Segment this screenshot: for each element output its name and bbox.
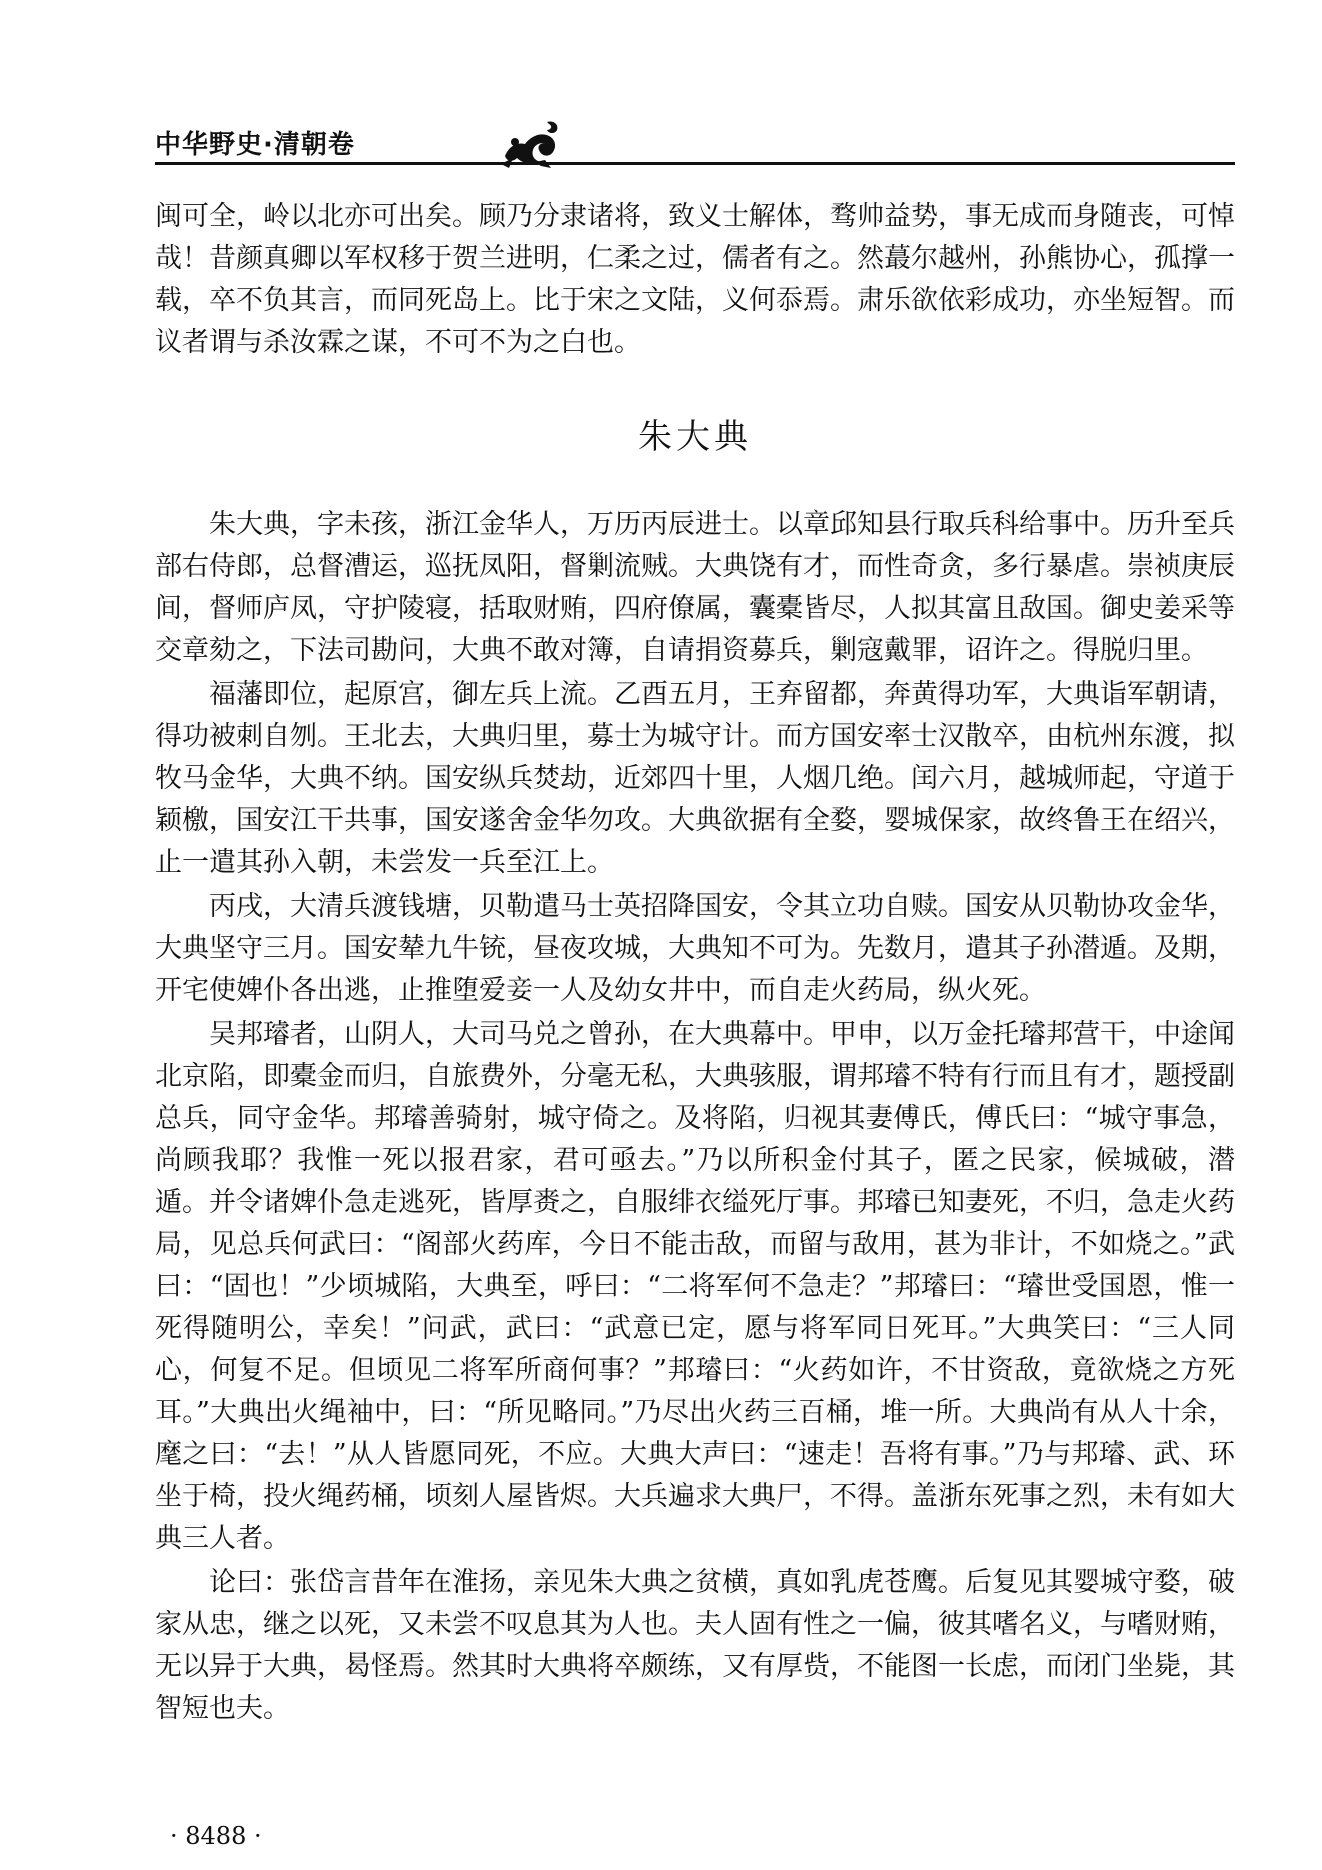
- intro-paragraph: 闽可全，岭以北亦可出矣。顾乃分隶诸将，致义士解体，骛帅益势，事无成而身随丧，可悼哉！昔颜真卿以军权移于贺兰进明，仁柔之过，儒者有之。然蕞尔越州，孙熊协心，孤撑一载，卒不负其言，而同死岛上。比于宋之文陆，义何忝焉。肃乐欲依彩成功，亦坐短智。而议者谓与杀汝霖之谋，不可不为之白也。: [155, 201, 1235, 358]
- article-paragraph: 丙戌，大清兵渡钱塘，贝勒遣马士英招降国安，令其立功自赎。国安从贝勒协攻金华，大典坚守三月。国安辇九牛铳，昼夜攻城，大典知不可为。先数月，遣其子孙潜遁。及期，开宅使婢仆各出逃，止推堕爱妾一人及幼女井中，而自走火药局，纵火死。: [155, 891, 1235, 1006]
- continued-text: [155, 196, 1235, 364]
- header-rule: [155, 162, 1235, 165]
- article-paragraph: 福藩即位，起原宫，御左兵上流。乙酉五月，王弃留都，奔黄得功军，大典诣军朝请，得功被刺自刎。王北去，大典归里，募士为城守计。而方国安率士汉散卒，由杭州东渡，拟牧马金华，大典不纳。国安纵兵焚劫，近郊四十里，人烟几绝。闰六月，越城师起，守道于颖檄，国安江干共事，国安遂舍金华勿攻。大典欲据有全婺，婴城保家，故终鲁王在绍兴，止一遣其孙入朝，未尝发一兵至江上。: [155, 679, 1235, 878]
- page-number: · 8488 ·: [170, 1822, 262, 1850]
- running-header: [155, 112, 1235, 172]
- article-paragraph: 论曰：张岱言昔年在淮扬，亲见朱大典之贫横，真如乳虎苍鹰。后复见其婴城守婺，破家从忠，继之以死，又未尝不叹息其为人也。夫人固有性之一偏，彼其嗜名义，与嗜财贿，无以异于大典，曷怪焉。然其时大典将卒颇练，又有厚赀，不能图一长虑，而闭门坐毙，其智短也夫。: [155, 1567, 1235, 1724]
- book-title: 中华野史·清朝卷: [155, 130, 355, 160]
- article-paragraph: 朱大典，字未孩，浙江金华人，万历丙辰进士。以章邱知县行取兵科给事中。历升至兵部右侍郎，总督漕运，巡抚凤阳，督剿流贼。大典饶有才，而性奇贪，多行暴虐。崇祯庚辰间，督师庐凤，守护陵寝，括取财贿，四府僚属，囊橐皆尽，人拟其富且敌国。御史姜采等交章劾之，下法司勘问，大典不敢对簿，自请捐资募兵，剿寇戴罪，诏许之。得脱归里。: [155, 509, 1235, 666]
- article-paragraph: 吴邦璿者，山阴人，大司马兑之曾孙，在大典幕中。甲申，以万金托璿邦营干，中途闻北京陷，即橐金而归，自旅费外，分毫无私，大典骇服，谓邦璿不特有行而且有才，题授副总兵，同守金华。邦璿善骑射，城守倚之。及将陷，归视其妻傅氏，傅氏曰：“城守事急，尚顾我耶？我惟一死以报君家，君可亟去。”乃以所积金付其子，匿之民家，候城破，潜遁。并令诸婢仆急走逃死，皆厚赉之，自服绯衣缢死厅事。邦璿已知妻死，不归，急走火药局，见总兵何武曰：“阁部火药库，今日不能击敌，而留与敌用，甚为非计，不如烧之。”武曰：“固也！”少顷城陷，大典至，呼曰：“二将军何不急走？”邦璿曰：“璿世受国恩，惟一死得随明公，幸矣！”问武，武曰：“武意已定，愿与将军同日死耳。”大典笑曰：“三人同心，何复不足。但顷见二将军所商何事？”邦璿曰：“火药如许，不甘资敌，竟欲烧之方死耳。”大典出火绳袖中，曰：“所见略同。”乃尽出火药三百桶，堆一所。大典尚有从人十余，麾之曰：“去！”从人皆愿同死，不应。大典大声曰：“速走！吾将有事。”乃与邦璿、武、环坐于椅，投火绳药桶，顷刻人屋皆烬。大兵遍求大典尸，不得。盖浙东死事之烈，未有如大典三人者。: [155, 1019, 1235, 1554]
- article-title: 朱大典: [638, 417, 752, 457]
- article-body: [155, 504, 1235, 1730]
- page-body: [155, 196, 1235, 1732]
